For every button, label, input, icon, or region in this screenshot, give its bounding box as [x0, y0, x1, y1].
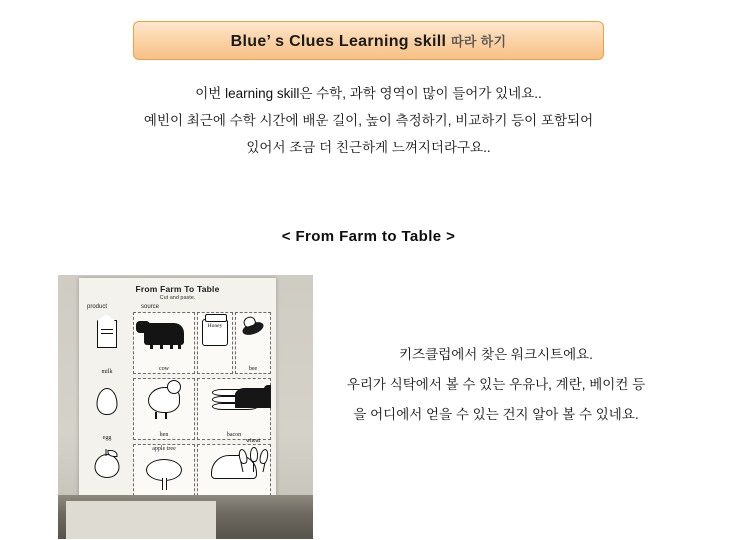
honey-jar-icon: [198, 313, 232, 373]
cell-label: milk: [101, 369, 113, 375]
bee-icon: [236, 313, 270, 366]
intro-paragraph: [0, 80, 737, 161]
worksheet-cell: [85, 314, 129, 376]
cell-label: Honey: [207, 323, 223, 329]
intro-line-2: 예빈이 최근에 수학 시간에 배운 길이, 높이 측정하기, 비교하기 등이 포함되어: [143, 113, 594, 128]
hen-icon: [134, 379, 194, 432]
cell-label: hen: [159, 432, 169, 438]
cell-label: bacon: [226, 432, 242, 438]
egg-icon: [85, 380, 129, 435]
worksheet-cell: [197, 312, 233, 374]
worksheet-cell: [235, 438, 271, 472]
intro-line-3: 있어서 조금 더 친근하게 느껴지더라구요..: [246, 140, 491, 155]
cell-label: cow: [159, 366, 169, 372]
page-title-suffix: 따라 하기: [450, 33, 507, 49]
apple-icon: [85, 446, 129, 501]
milk-carton-icon: [85, 314, 129, 369]
worksheet-sheet: [79, 278, 276, 518]
worksheet-cell: [133, 312, 195, 374]
description-paragraph: [286, 340, 706, 430]
cell-label: egg: [102, 435, 112, 441]
description-line-2: 우리가 식탁에서 볼 수 있는 우유나, 계란, 베이컨 등: [346, 377, 646, 392]
section-heading: < From Farm to Table >: [281, 228, 456, 245]
worksheet-title: From Farm To Table: [135, 284, 220, 294]
title-banner: [133, 21, 604, 60]
worksheet-subtitle: Cut and paste.: [159, 295, 196, 301]
wheat-icon: [235, 445, 271, 472]
photo-floor: [58, 495, 313, 539]
cell-label: bee: [248, 366, 258, 372]
page-title: [231, 31, 507, 51]
cell-label: apple tree: [152, 446, 176, 452]
worksheet-grid: [85, 312, 271, 512]
page-title-main: Blue’ s Clues Learning skill: [230, 32, 451, 50]
description-line-3: 을 어디에서 얻을 수 있는 건지 알아 볼 수 있네요.: [353, 407, 639, 422]
column-header-product: product: [87, 304, 108, 310]
column-header-source: source: [141, 304, 160, 310]
pig-icon: [235, 378, 271, 401]
worksheet-cell: [85, 380, 129, 442]
worksheet-cell: [133, 378, 195, 440]
description-line-1: 키즈클럽에서 찾은 워크시트에요.: [399, 347, 593, 362]
intro-line-1: 이번 learning skill은 수학, 과학 영역이 많이 들어가 있네요..: [195, 86, 542, 101]
worksheet-photo: [58, 275, 313, 539]
cow-icon: [134, 313, 194, 366]
worksheet-cell: [235, 378, 271, 408]
worksheet-cell: [235, 312, 271, 374]
cell-label: wheat: [245, 438, 261, 444]
